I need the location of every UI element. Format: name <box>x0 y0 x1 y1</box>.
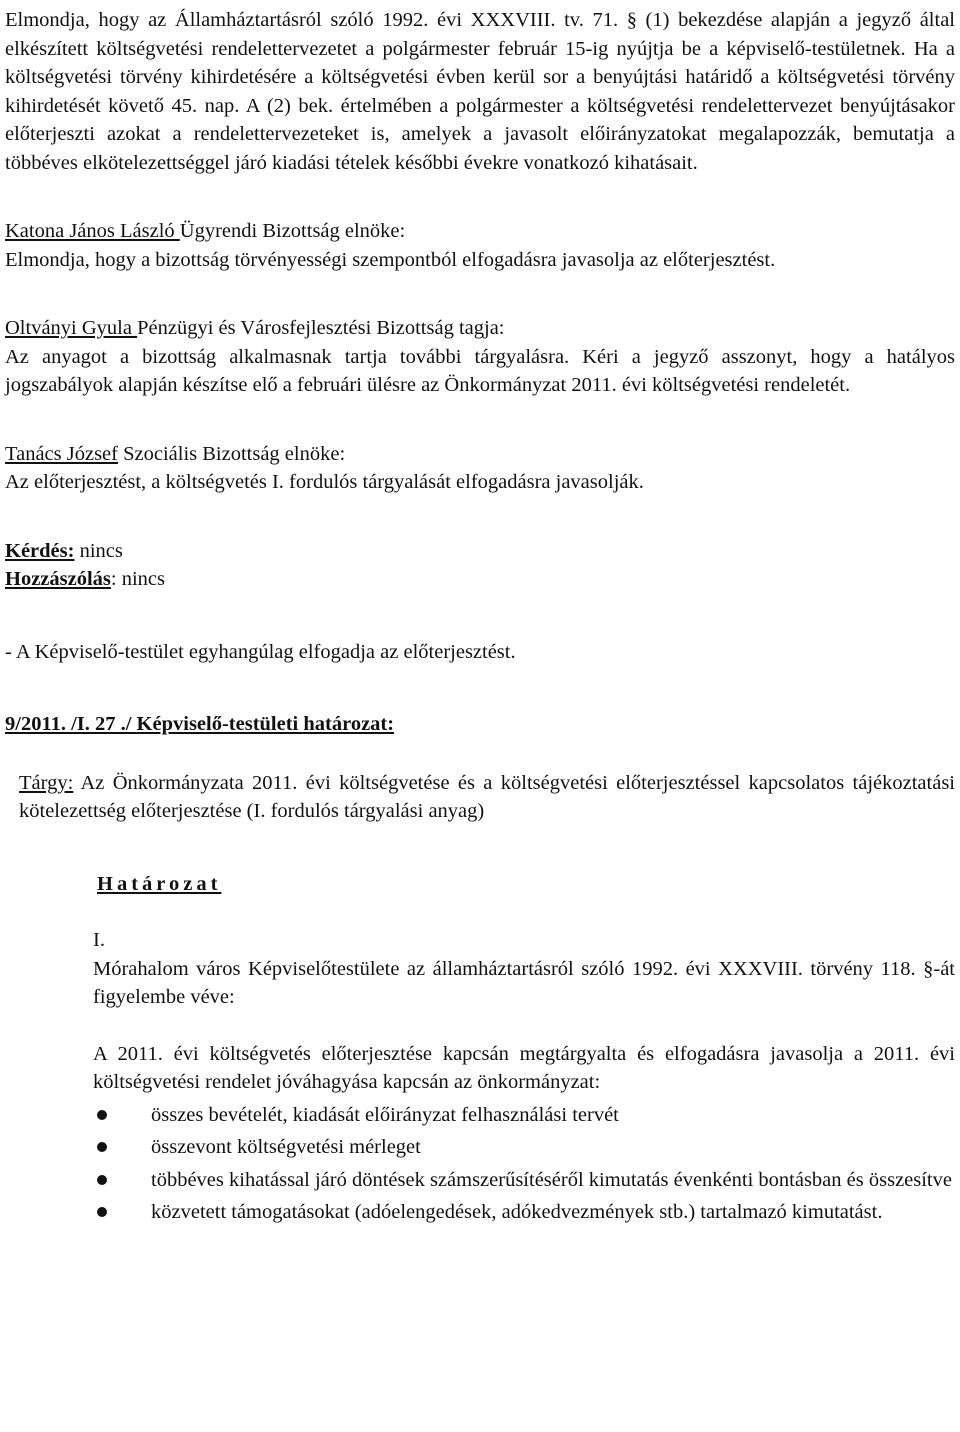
speaker-role: Pénzügyi és Városfejlesztési Bizottság tagja: <box>137 317 505 339</box>
resolution-title: 9/2011. /I. 27 ./ Képviselő-testületi határozat: <box>5 713 395 735</box>
speaker-tanacs <box>5 440 955 497</box>
speaker-name: Katona János László <box>5 220 180 242</box>
list-item-text: összevont költségvetési mérleget <box>151 1136 421 1158</box>
section-number: I. <box>93 929 105 951</box>
list-item-text: közvetett támogatásokat (adóelengedések, adókedvezmények stb.) tartalmazó kimutatást. <box>151 1201 883 1223</box>
subject-label: Tárgy: <box>19 771 74 794</box>
list-item <box>93 1101 955 1130</box>
speaker-statement: Elmondja, hogy a bizottság törvényességi szempontból elfogadásra javasolja az előterjesztést. <box>5 248 776 271</box>
resolution-body <box>93 926 955 1227</box>
resolution-items <box>93 1101 955 1227</box>
resolution-decision: A 2011. évi költségvetés előterjesztése kapcsán megtárgyalta és elfogadásra javasolja a 2011. évi költségvetési rendelet jóváhagyása kapcsán az önkormányzat: <box>93 1042 955 1093</box>
resolution-preamble: Mórahalom város Képviselőtestülete az államháztartásról szóló 1992. évi XXXVIII. törvény 118. §-át figyelembe véve: <box>93 957 955 1008</box>
bullet-icon <box>97 1207 107 1217</box>
speaker-role: Ügyrendi Bizottság elnöke: <box>179 220 406 242</box>
speaker-heading <box>5 217 955 246</box>
resolution-heading: Határozat <box>97 872 222 895</box>
speaker-statement: Az előterjesztést, a költségvetés I. fordulós tárgyalását elfogadásra javasolják. <box>5 471 644 493</box>
speaker-name: Oltványi Gyula <box>5 317 138 339</box>
comment-value: : nincs <box>110 568 165 590</box>
bullet-icon <box>97 1142 107 1152</box>
speaker-katona <box>5 217 955 274</box>
speaker-oltvanyi <box>5 314 955 400</box>
question-value: nincs <box>74 539 123 562</box>
list-item-text: többéves kihatással járó döntések számszerűsítéséről kimutatás évenkénti bontásban és összesítve <box>151 1168 952 1191</box>
list-item <box>93 1166 955 1195</box>
document-page <box>5 0 955 1231</box>
speaker-heading <box>5 314 955 343</box>
comment-line <box>5 565 955 594</box>
questions-comments <box>5 537 955 594</box>
vote-result: - A Képviselő-testület egyhangúlag elfogadja az előterjesztést. <box>5 640 516 663</box>
resolution-subject <box>19 769 955 826</box>
subject-text: Az Önkormányzata 2011. évi költségvetése és a költségvetési előterjesztéssel kapcsolatos tájékoztatási kötelezettség előterjesztése (I. fordulós tárgyalási anyag) <box>19 771 955 822</box>
bullet-icon <box>97 1175 107 1185</box>
intro-paragraph: Elmondja, hogy az Államháztartásról szóló 1992. évi XXXVIII. tv. 71. § (1) bekezdése alapján a jegyző által elkészített költségvetési rendelettervezetet a polgármester február 15-ig nyújtja be a képviselő-testületnek. Ha a költségvetési törvény kihirdetésére a költségvetési évben kerül sor a benyújtási határidő a költségvetési törvény kihirdetését követő 45. nap. A (2) bek. értelmében a polgármester a költségvetési rendelettervezet benyújtásakor előterjeszti azokat a rendelettervezeteket is, amelyek a javasolt előirányzatokat megalapozzák, bemutatja a többéves elkötelezettséggel járó kiadási tételek későbbi évekre vonatkozó kihatásait. <box>5 9 955 174</box>
speaker-name: Tanács József <box>5 442 118 465</box>
comment-label: Hozzászólás <box>5 568 111 590</box>
list-item <box>93 1198 955 1227</box>
speaker-heading <box>5 440 955 469</box>
bullet-icon <box>97 1110 107 1120</box>
list-item-text: összes bevételét, kiadását előirányzat felhasználási tervét <box>151 1103 619 1126</box>
question-label: Kérdés: <box>5 539 75 562</box>
question-line <box>5 537 955 566</box>
speaker-role: Szociális Bizottság elnöke: <box>117 442 346 465</box>
speaker-statement: Az anyagot a bizottság alkalmasnak tartja további tárgyalásra. Kéri a jegyző asszonyt, hogy a hatályos jogszabályok alapján készítse elő a februári ülésre az Önkormányzat 2011. évi költségvetési rendeletét. <box>5 345 955 396</box>
list-item <box>93 1133 955 1162</box>
